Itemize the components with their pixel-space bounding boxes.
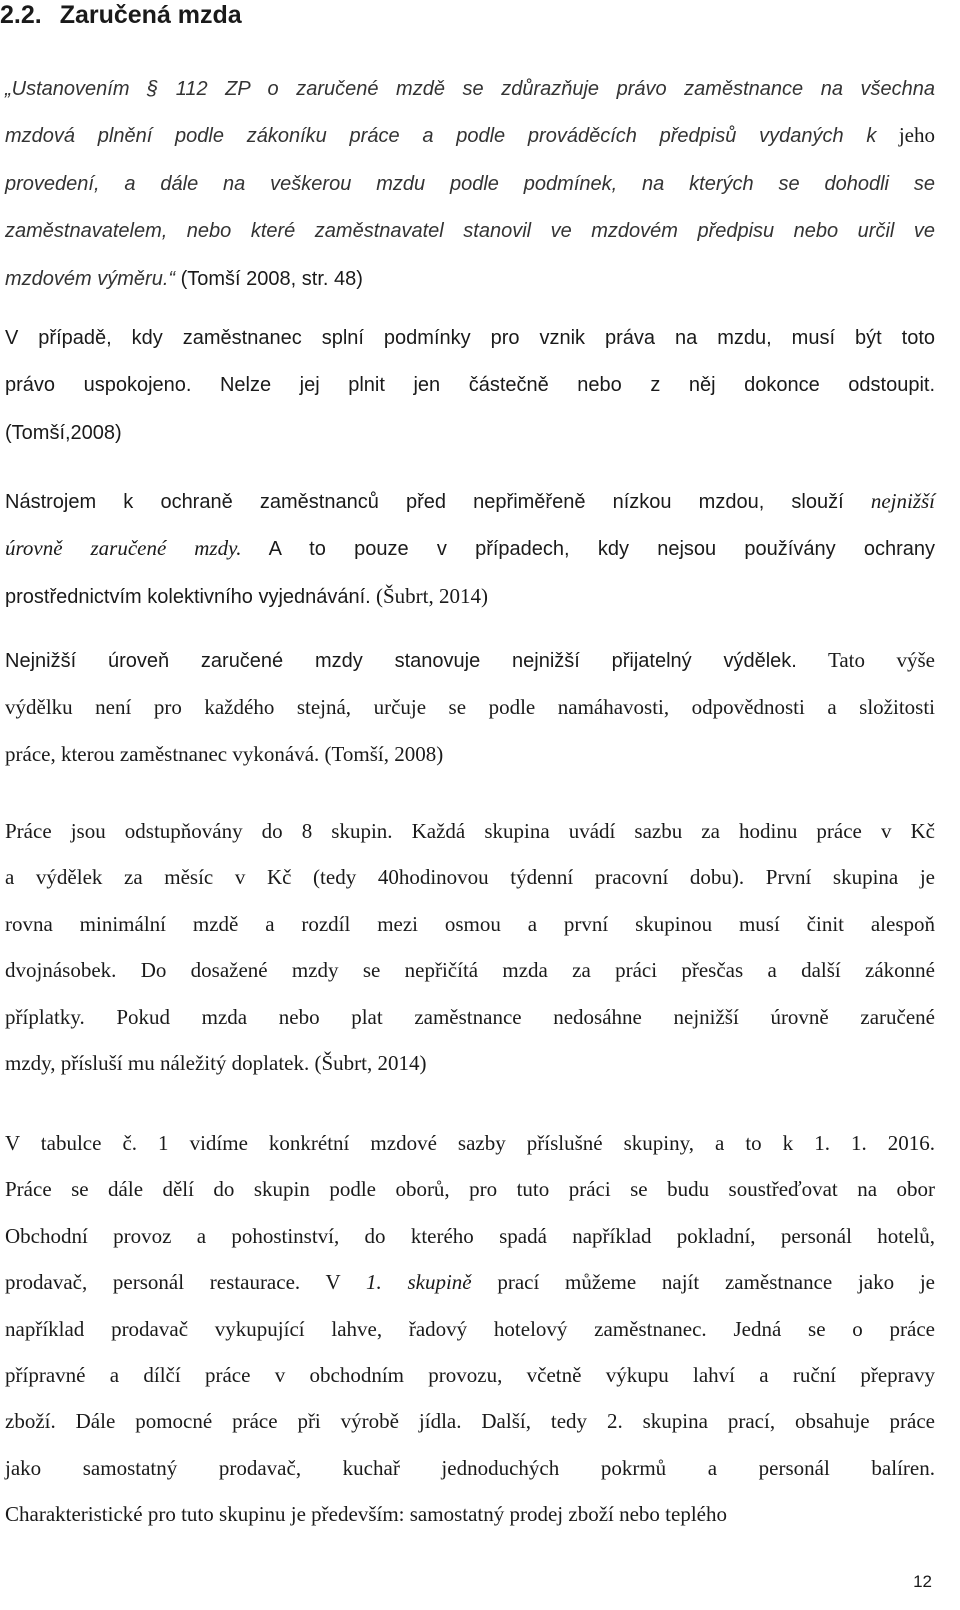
text-run: mzdovém výměru.“ [5, 267, 181, 290]
text-run: jeho [876, 123, 936, 148]
text-run: (Tomší,2008) [5, 421, 122, 444]
text-run: právo uspokojeno. Nelze jej plnit jen částečně nebo z něj dokonce odstoupit. [5, 374, 935, 397]
text-run: například prodavač vykupující lahve, řadový hotelový zaměstnanec. Jedná se o práce [5, 1316, 935, 1341]
text-line [5, 684, 935, 730]
section-number: 2.2. [0, 1, 42, 29]
text-line [5, 854, 935, 900]
text-run: úrovně zaručené mzdy. [5, 536, 242, 561]
text-line [5, 1445, 935, 1491]
text-line [5, 1213, 935, 1259]
text-run: Tato výše [796, 648, 935, 672]
text-run: přípravné a dílčí práce v obchodním provozu, včetně výkupu lahví a ruční přepravy [5, 1363, 935, 1388]
text-run: mzdy, přísluší mu náležitý doplatek. (Šubrt, 2014) [5, 1051, 427, 1076]
text-run: dvojnásobek. Do dosažené mzdy se nepřičítá mzda za práci přesčas a další zákonné [5, 958, 935, 983]
text-run: nejnižší [870, 489, 935, 513]
paragraph-quote [5, 65, 935, 302]
text-line [5, 1259, 935, 1305]
text-line [5, 525, 935, 572]
text-run: mzdová plnění podle zákoníku práce a podle prováděcích předpisů vydaných k [5, 125, 877, 148]
text-run: Obchodní provoz a pohostinství, do kterého spadá například pokladní, personál hotelů, [5, 1223, 935, 1248]
text-line [5, 409, 935, 456]
text-line [5, 1352, 935, 1398]
text-line [5, 1398, 935, 1444]
text-line [5, 207, 935, 254]
text-run: „Ustanovením § 112 ZP o zaručené mzdě se zdůrazňuje právo zaměstnance na všechna [5, 78, 935, 100]
text-line [5, 1040, 935, 1086]
text-line [5, 947, 935, 993]
text-run: Nejnižší úroveň zaručené mzdy stanovuje nejnižší přijatelný výdělek. [5, 650, 797, 672]
text-line [5, 1306, 935, 1352]
text-run: a výdělek za měsíc v Kč (tedy 40hodinovou týdenní pracovní dobu). První skupina je [5, 865, 935, 890]
text-run: zaměstnavatelem, nebo které zaměstnavatel stanovil ve mzdovém předpisu nebo určil ve [5, 220, 935, 243]
page-number: 12 [913, 1572, 932, 1591]
text-line [5, 573, 935, 620]
text-run: V případě, kdy zaměstnanec splní podmínky pro vznik práva na mzdu, musí být toto [5, 327, 935, 349]
text-run: (Tomší 2008, str. 48) [180, 267, 363, 290]
text-run: práce, kterou zaměstnanec vykonává. (Tomší, 2008) [5, 741, 444, 766]
paragraph-lowest-level [5, 637, 935, 777]
text-run: V tabulce č. 1 vidíme konkrétní mzdové sazby příslušné skupiny, a to k 1. 1. 2016. [5, 1131, 935, 1155]
text-run: prodavač, personál restaurace. V [5, 1270, 366, 1295]
text-run: Práce jsou odstupňovány do 8 skupin. Každá skupina uvádí sazbu za hodinu práce v Kč [5, 819, 935, 843]
text-line [5, 1120, 935, 1166]
paragraph-rights [5, 314, 935, 456]
paragraph-groups [5, 808, 935, 1086]
text-run: zboží. Dále pomocné práce při výrobě jídla. Další, tedy 2. skupina prací, obsahuje práce [5, 1409, 935, 1434]
text-run: prací můžeme najít zaměstnance jako je [471, 1270, 935, 1295]
text-run: Práce se dále dělí do skupin podle oborů, pro tuto práci se budu soustřeďovat na obor [5, 1177, 935, 1202]
text-line [5, 160, 935, 207]
text-run: Charakteristické pro tuto skupinu je především: samostatný prodej zboží nebo teplého [5, 1502, 727, 1527]
text-line [5, 255, 935, 302]
text-run: příplatky. Pokud mzda nebo plat zaměstnance nedosáhne nejnižší úrovně zaručené [5, 1004, 935, 1029]
text-line [5, 361, 935, 408]
text-line [5, 1491, 935, 1537]
text-line [5, 994, 935, 1040]
text-run: rovna minimální mzdě a rozdíl mezi osmou a první skupinou musí činit alespoň [5, 911, 935, 936]
text-run: A to pouze v případech, kdy nejsou používány ochrany [241, 538, 935, 561]
paragraph-instrument [5, 478, 935, 620]
text-run: provedení, a dále na veškerou mzdu podle podmínek, na kterých se dohodli se [5, 172, 935, 195]
text-line [5, 478, 935, 525]
text-run: 1. skupině [366, 1270, 472, 1295]
text-line [5, 1166, 935, 1212]
text-line [5, 637, 935, 684]
text-run: Nástrojem k ochraně zaměstnanců před nepřiměřeně nízkou mzdou, slouží [5, 491, 871, 513]
text-run: prostřednictvím kolektivního vyjednávání. [5, 585, 371, 608]
text-line [5, 808, 935, 854]
text-line [5, 731, 935, 777]
text-line [5, 901, 935, 947]
text-line [5, 65, 935, 112]
text-line [5, 112, 935, 159]
section-title: Zaručená mzda [59, 1, 242, 29]
text-run: jako samostatný prodavač, kuchař jednoduchých pokrmů a personál balíren. [5, 1455, 935, 1480]
text-run: výdělku není pro každého stejná, určuje se podle namáhavosti, odpovědnosti a složitosti [5, 695, 935, 720]
section-heading [0, 0, 242, 32]
text-run: (Šubrt, 2014) [370, 583, 488, 608]
text-line [5, 314, 935, 361]
paragraph-table [5, 1120, 935, 1538]
